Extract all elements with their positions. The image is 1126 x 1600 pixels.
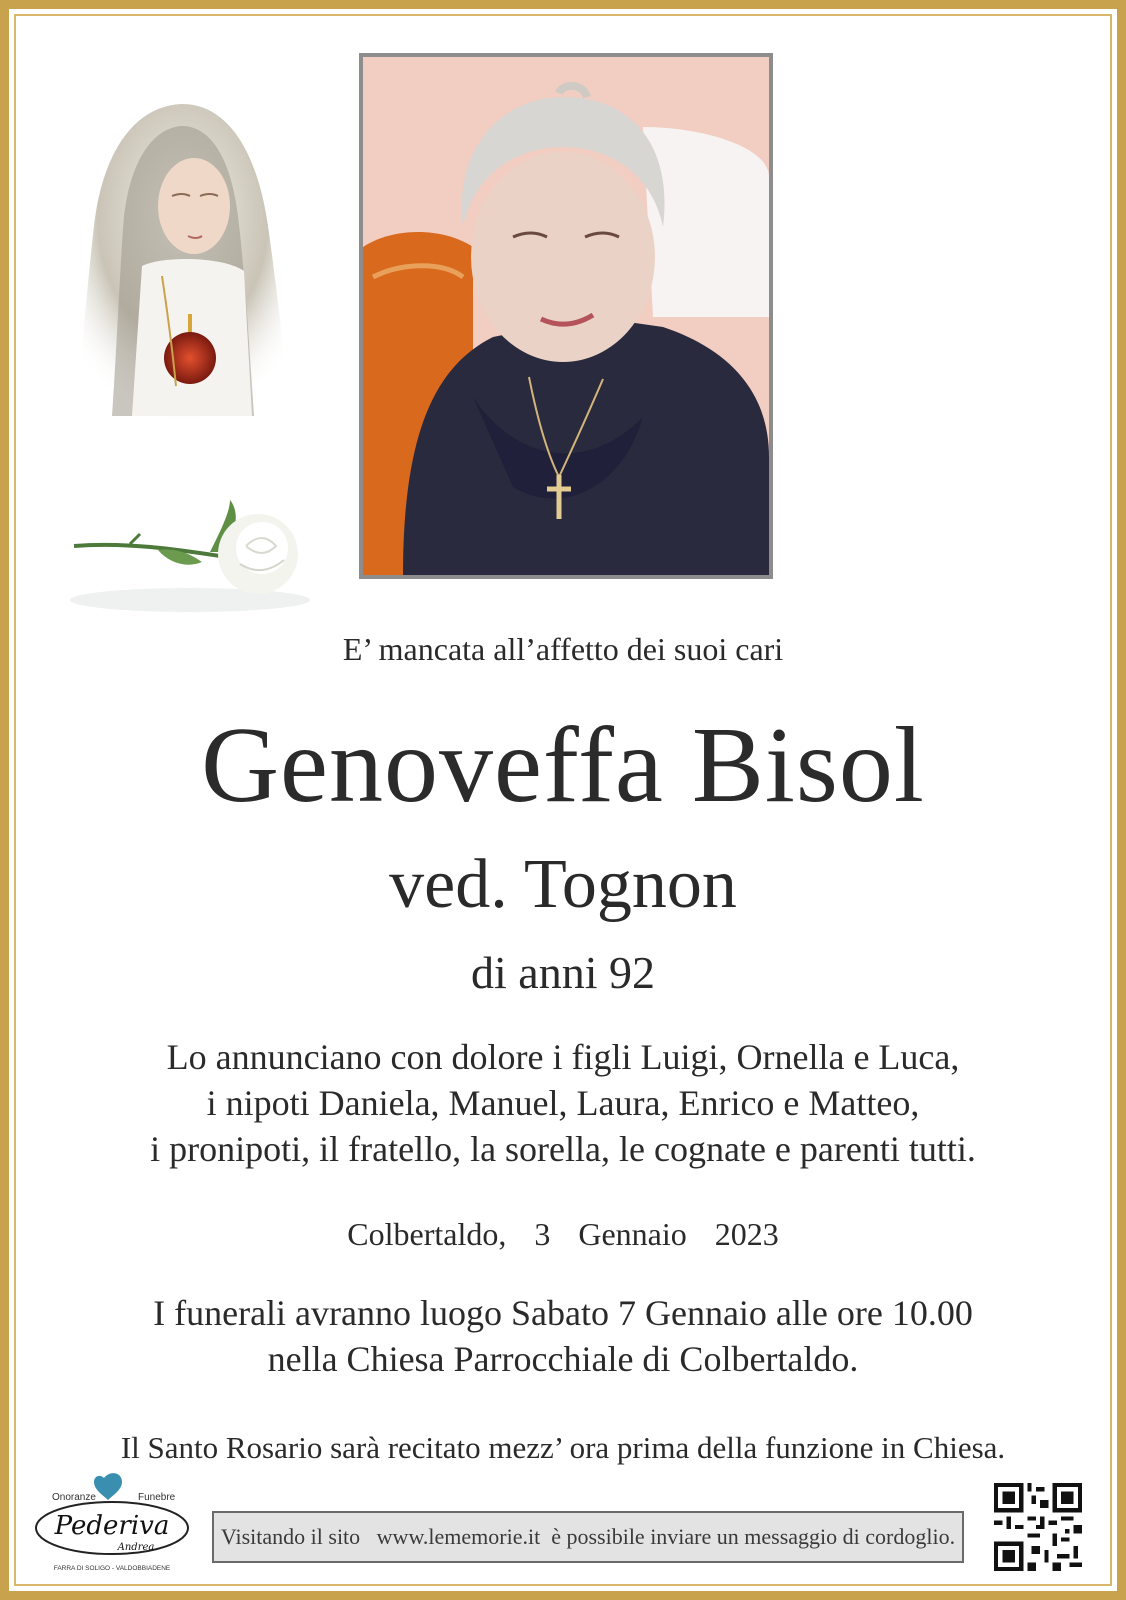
logo-funebre: Funebre	[138, 1492, 176, 1503]
portrait-illustration	[363, 57, 769, 575]
deceased-name: Genoveffa Bisol	[201, 706, 925, 825]
funeral-line: nella Chiesa Parrocchiale di Colbertaldo.	[267, 1339, 859, 1379]
portrait-photo	[359, 53, 773, 579]
age-line: di anni 92	[471, 947, 655, 998]
place-date	[40, 1216, 1086, 1253]
website-link[interactable]: www.lememorie.it	[376, 1524, 541, 1549]
place-date-text: Colbertaldo, 3 Gennaio 2023	[347, 1216, 779, 1252]
family-announcement	[40, 1034, 1086, 1172]
qr-code[interactable]	[994, 1483, 1082, 1571]
rosary-line: Il Santo Rosario sarà recitato mezz’ ora prima della funzione in Chiesa.	[120, 1430, 1006, 1465]
madonna-image	[72, 96, 294, 434]
logo-location: FARRA DI SOLIGO - VALDOBBIADENE	[53, 1565, 171, 1572]
rose-logo-icon	[94, 1473, 122, 1500]
family-line: i nipoti Daniela, Manuel, Laura, Enrico e Matteo,	[206, 1083, 920, 1123]
funeral-info	[40, 1290, 1086, 1382]
widow-of-line: ved. Tognon	[389, 846, 737, 923]
intro-line: E’ mancata all’affetto dei suoi cari	[342, 631, 784, 667]
white-rose-image	[70, 492, 316, 622]
message-prefix: Visitando il sito	[220, 1524, 361, 1549]
family-line: i pronipoti, il fratello, la sorella, le cognate e parenti tutti.	[150, 1129, 976, 1169]
funeral-line: I funerali avranno luogo Sabato 7 Gennaio alle ore 10.00	[153, 1293, 973, 1333]
logo-onoranze: Onoranze	[52, 1492, 96, 1503]
funeral-home-logo	[32, 1470, 192, 1575]
logo-script: Pederiva	[54, 1511, 170, 1541]
message-suffix: è possibile inviare un messaggio di cordoglio.	[551, 1524, 956, 1549]
condolence-message-box	[212, 1511, 964, 1563]
family-line: Lo annunciano con dolore i figli Luigi, Ornella e Luca,	[166, 1037, 960, 1077]
logo-script-sub: Andrea	[117, 1542, 155, 1553]
